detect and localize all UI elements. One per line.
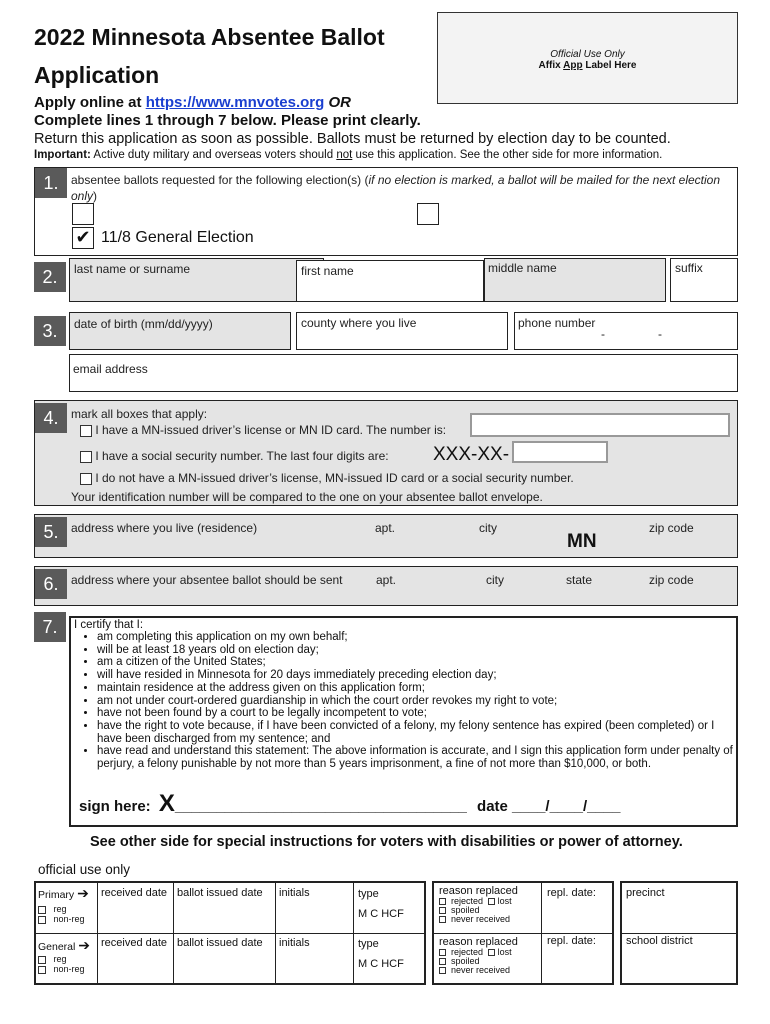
affix-pre: Affix bbox=[538, 60, 564, 71]
title-line-1: 2022 Minnesota Absentee Ballot bbox=[34, 24, 385, 50]
first-name-label: first name bbox=[301, 264, 354, 278]
sign-here-label: sign here: bbox=[79, 798, 151, 815]
no-id-option bbox=[80, 471, 574, 485]
certify-heading: I certify that I: bbox=[74, 619, 144, 631]
received-date-label-2: received date bbox=[101, 937, 168, 949]
lost-text-1: lost bbox=[497, 896, 512, 906]
affix-post: Label Here bbox=[582, 60, 637, 71]
lost-checkbox-1[interactable] bbox=[488, 898, 495, 905]
apply-online-text: Apply online at bbox=[34, 94, 146, 111]
never-received-checkbox-1[interactable] bbox=[439, 916, 446, 923]
section-5-number: 5. bbox=[35, 517, 67, 547]
mailing-state-label: state bbox=[566, 573, 593, 587]
precinct-divider bbox=[622, 933, 736, 934]
last-name-field[interactable] bbox=[69, 258, 324, 302]
email-field[interactable] bbox=[69, 354, 738, 392]
mailing-zip-label: zip code bbox=[649, 573, 694, 587]
certification-item: • have read and understand this statement: The above information is accurate, and I sign this application form under penalty of perjury, a felony punishable by not more than 5 years imprisonment, a fine of not more than $10,000, or both. bbox=[97, 745, 736, 770]
general-nonreg bbox=[38, 964, 97, 974]
initials-col bbox=[276, 883, 354, 983]
section-2-number: 2. bbox=[34, 262, 66, 292]
section-6-mailing[interactable] bbox=[34, 566, 738, 606]
general-reg-text: reg bbox=[53, 954, 67, 964]
elections-label-end: ) bbox=[93, 189, 98, 203]
section-4-identification bbox=[34, 400, 738, 506]
residence-state-value: MN bbox=[567, 531, 597, 552]
drivers-license-option bbox=[80, 423, 446, 437]
middle-name-field[interactable] bbox=[484, 258, 666, 302]
primary-text: Primary bbox=[38, 889, 75, 901]
mailing-city-label: city bbox=[486, 573, 504, 587]
section-3-contact bbox=[34, 312, 738, 394]
dob-label: date of birth (mm/dd/yyyy) bbox=[74, 317, 213, 331]
license-number-input[interactable] bbox=[470, 413, 730, 437]
mailing-apt-label: apt. bbox=[376, 573, 397, 587]
official-use-heading: official use only bbox=[38, 862, 131, 877]
general-reg bbox=[38, 954, 97, 964]
spoiled-checkbox-2[interactable] bbox=[439, 958, 446, 965]
primary-nonreg bbox=[38, 914, 97, 924]
residence-apt-label: apt. bbox=[375, 521, 396, 535]
section-5-residence[interactable] bbox=[34, 514, 738, 558]
email-label: email address bbox=[73, 362, 148, 376]
important-label: Important: bbox=[34, 149, 91, 161]
type-col bbox=[354, 883, 426, 983]
important-note bbox=[34, 149, 662, 161]
affix-label-text bbox=[438, 60, 737, 71]
no-id-text: I do not have a MN-issued driver’s license, MN-issued ID card or a social security number. bbox=[95, 471, 574, 485]
general-arrow-icon: ➔ bbox=[78, 937, 91, 953]
county-field[interactable] bbox=[296, 312, 508, 350]
general-reg-checkbox[interactable] bbox=[38, 956, 46, 964]
apply-online-line bbox=[34, 94, 351, 111]
date-label: date bbox=[477, 798, 508, 815]
section-4-number: 4. bbox=[35, 403, 67, 433]
affix-app: App bbox=[563, 60, 583, 71]
important-pre: Active duty military and overseas voters should bbox=[90, 149, 337, 161]
residence-city-label: city bbox=[479, 521, 497, 535]
elections-label bbox=[71, 172, 731, 204]
suffix-label: suffix bbox=[675, 261, 703, 275]
ssn-text: I have a social security number. The last four digits are: bbox=[95, 449, 389, 463]
primary-nonreg-checkbox[interactable] bbox=[38, 916, 46, 924]
spoiled-text-2: spoiled bbox=[451, 956, 480, 966]
repl-date-label-2: repl. date: bbox=[547, 935, 596, 947]
rejected-checkbox-1[interactable] bbox=[439, 898, 446, 905]
ballot-issued-label-1: ballot issued date bbox=[177, 887, 263, 899]
suffix-field[interactable] bbox=[670, 258, 738, 302]
spoiled-text-1: spoiled bbox=[451, 905, 480, 915]
title-line-2: Application bbox=[34, 62, 160, 88]
official-use-table-precinct bbox=[620, 881, 738, 985]
general-label bbox=[38, 937, 95, 954]
official-use-label-box bbox=[437, 12, 738, 104]
received-date-label-1: received date bbox=[101, 887, 168, 899]
drivers-license-text: I have a MN-issued driver’s license or MN ID card. The number is: bbox=[95, 423, 447, 437]
rejected-text-1: rejected bbox=[451, 896, 484, 906]
general-election-label: 11/8 General Election bbox=[101, 229, 254, 246]
primary-reg bbox=[38, 904, 97, 914]
section-6-number: 6. bbox=[35, 569, 67, 599]
certification-item: • have the right to vote because, if I have been convicted of a felony, my felony sentence has expired (been completed) or I have been discharged from my sentence; and bbox=[97, 720, 736, 745]
no-id-checkbox[interactable] bbox=[80, 473, 92, 485]
type-values-2: M C HCF bbox=[358, 958, 404, 970]
section-2-name bbox=[34, 258, 738, 303]
ssn-last-four-input[interactable] bbox=[512, 441, 608, 463]
id-comparison-note: Your identification number will be compared to the one on your absentee ballot envelope. bbox=[71, 490, 543, 504]
primary-arrow-icon: ➔ bbox=[77, 885, 89, 901]
certification-item: • am a citizen of the United States; bbox=[97, 656, 736, 669]
reason-options-2 bbox=[439, 948, 541, 975]
certification-item: • am completing this application on my own behalf; bbox=[97, 631, 736, 644]
return-instruction: Return this application as soon as possible. Ballots must be returned by election day to be counted. bbox=[34, 131, 671, 147]
reason-replaced-col bbox=[434, 883, 542, 983]
sign-x-mark: X bbox=[158, 790, 175, 817]
phone-dash-1: - bbox=[601, 327, 605, 341]
general-nonreg-text: non-reg bbox=[53, 964, 85, 974]
certification-list bbox=[71, 631, 736, 771]
mnvotes-link[interactable]: https://www.mnvotes.org bbox=[145, 94, 325, 111]
reason-replaced-label-1: reason replaced bbox=[439, 885, 518, 897]
lost-text-2: lost bbox=[497, 947, 512, 957]
section-7-certification bbox=[69, 616, 738, 827]
primary-label bbox=[38, 885, 95, 902]
mailing-address-label: address where your absentee ballot should be sent bbox=[71, 573, 343, 587]
rejected-checkbox-2[interactable] bbox=[439, 949, 446, 956]
ballot-issued-label-2: ballot issued date bbox=[177, 937, 263, 949]
last-name-label: last name or surname bbox=[74, 262, 191, 276]
never-received-option-2 bbox=[439, 966, 541, 975]
type-values-1: M C HCF bbox=[358, 908, 404, 920]
type-label-1: type bbox=[358, 888, 379, 900]
first-name-field[interactable] bbox=[296, 260, 484, 302]
drivers-license-checkbox[interactable] bbox=[80, 425, 92, 437]
general-nonreg-checkbox[interactable] bbox=[38, 966, 46, 974]
election-col bbox=[36, 883, 98, 983]
official-use-table-ballots bbox=[34, 881, 426, 985]
residence-zip-label: zip code bbox=[649, 521, 694, 535]
middle-name-label: middle name bbox=[488, 261, 557, 275]
section-3-number: 3. bbox=[34, 316, 66, 346]
certification-item: • maintain residence at the address given on this application form; bbox=[97, 682, 736, 695]
primary-reg-checkbox[interactable] bbox=[38, 906, 46, 914]
repl-date-col bbox=[542, 883, 612, 983]
initials-label-1: initials bbox=[279, 887, 310, 899]
general-text: General bbox=[38, 941, 76, 953]
repl-date-label-1: repl. date: bbox=[547, 887, 596, 899]
complete-lines-instruction: Complete lines 1 through 7 below. Please print clearly. bbox=[34, 112, 421, 129]
precinct-label: precinct bbox=[626, 887, 665, 899]
lost-checkbox-2[interactable] bbox=[488, 949, 495, 956]
ssn-option bbox=[80, 449, 389, 463]
official-use-table-replacements bbox=[432, 881, 614, 985]
spoiled-checkbox-1[interactable] bbox=[439, 907, 446, 914]
never-received-text-1: never received bbox=[451, 914, 511, 924]
certification-item: • will have resided in Minnesota for 20 days immediately preceding election day; bbox=[97, 669, 736, 682]
mark-boxes-label: mark all boxes that apply: bbox=[71, 407, 208, 421]
reason-options-1 bbox=[439, 897, 541, 924]
election-checkbox-blank-2[interactable] bbox=[417, 203, 439, 225]
section-7-number: 7. bbox=[34, 612, 66, 642]
ssn-checkbox[interactable] bbox=[80, 451, 92, 463]
date-field[interactable]: ____/____/____ bbox=[512, 798, 621, 815]
phone-label: phone number bbox=[518, 316, 596, 330]
never-received-checkbox-2[interactable] bbox=[439, 967, 446, 974]
apply-or: OR bbox=[324, 94, 351, 111]
important-not: not bbox=[336, 149, 353, 161]
never-received-text-2: never received bbox=[451, 965, 511, 975]
signature-line bbox=[79, 790, 621, 818]
residence-address-label: address where you live (residence) bbox=[71, 521, 258, 535]
certification-item: • will be at least 18 years old on election day; bbox=[97, 644, 736, 657]
school-district-label: school district bbox=[626, 935, 693, 947]
official-use-text: Official Use Only bbox=[550, 49, 625, 60]
elections-label-italic: if no election is marked, a ballot will be mailed for the next election only bbox=[71, 173, 721, 203]
section-1-number: 1. bbox=[35, 168, 67, 198]
initials-label-2: initials bbox=[279, 937, 310, 949]
county-label: county where you live bbox=[301, 316, 417, 330]
form-title bbox=[34, 18, 385, 94]
signature-field[interactable]: ___________________________________ bbox=[174, 798, 467, 815]
certification-item: • am not under court-ordered guardianship in which the court order revokes my right to vote; bbox=[97, 695, 736, 708]
ssn-prefix: XXX-XX- bbox=[433, 444, 510, 465]
certification-item: • have not been found by a court to be legally incompetent to vote; bbox=[97, 707, 736, 720]
never-received-option-1 bbox=[439, 915, 541, 924]
ballot-issued-col bbox=[174, 883, 276, 983]
general-election-checkbox[interactable]: ✔ bbox=[72, 227, 94, 249]
primary-nonreg-text: non-reg bbox=[53, 914, 85, 924]
other-side-instructions: See other side for special instructions for voters with disabilities or power of attorney. bbox=[90, 834, 683, 850]
primary-reg-text: reg bbox=[53, 904, 67, 914]
important-post: use this application. See the other side for more information. bbox=[352, 149, 663, 161]
received-date-col bbox=[98, 883, 174, 983]
section-1-elections bbox=[34, 167, 738, 256]
phone-dash-2: - bbox=[658, 327, 662, 341]
type-label-2: type bbox=[358, 938, 379, 950]
phone-number-field[interactable] bbox=[514, 312, 738, 350]
date-of-birth-field[interactable] bbox=[69, 312, 291, 350]
rejected-text-2: rejected bbox=[451, 947, 484, 957]
elections-label-main: absentee ballots requested for the following election(s) ( bbox=[71, 173, 369, 187]
reason-replaced-label-2: reason replaced bbox=[439, 936, 518, 948]
election-checkbox-blank-1[interactable] bbox=[72, 203, 94, 225]
